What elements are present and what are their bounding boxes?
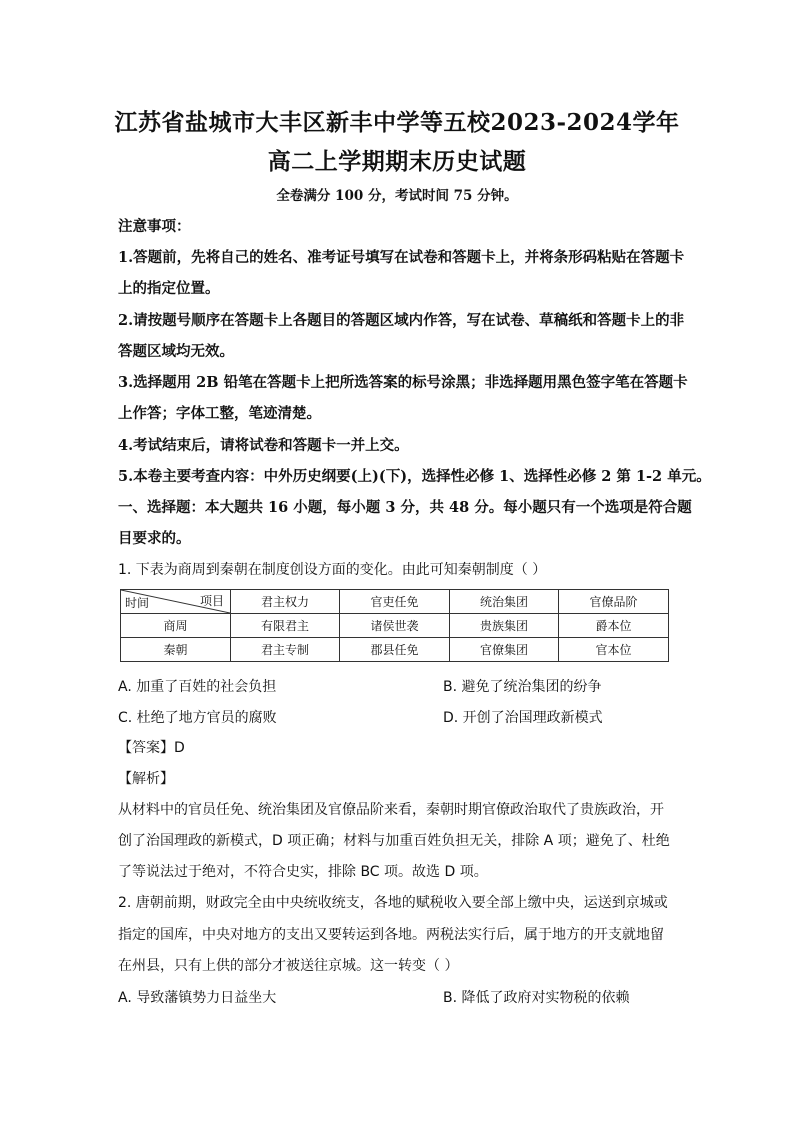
q1-option-c: C. 杜绝了地方官员的腐败 (118, 710, 277, 726)
q1-answer: 【答案】D (118, 740, 185, 756)
table-row (121, 638, 669, 662)
corner-label-period: 时间 (125, 596, 150, 610)
exam-title-line1: 江苏省盐城市大丰区新丰中学等五校2023-2024学年 (114, 109, 680, 136)
q1-analysis-line: 从材料中的官员任免、统治集团及官僚品阶来看，秦朝时期官僚政治取代了贵族政治，开 (118, 802, 664, 818)
section-heading-cont: 目要求的。 (118, 530, 191, 547)
table-cell: 官僚集团 (450, 638, 559, 662)
table-header-cell: 君主权力 (231, 590, 340, 614)
notice-line: 答题区域均无效。 (118, 343, 234, 360)
q1-analysis-line: 创了治国理政的新模式，D 项正确；材料与加重百姓负担无关，排除 A 项；避免了、杜绝 (118, 833, 670, 849)
table-cell: 有限君主 (231, 614, 340, 638)
q2-option-a: A. 导致藩镇势力日益坐大 (118, 990, 277, 1006)
table-cell: 郡县任免 (340, 638, 450, 662)
q1-analysis-line: 了等说法过于绝对，不符合史实，排除 BC 项。故选 D 项。 (118, 864, 488, 880)
table-cell: 贵族集团 (450, 614, 559, 638)
table-period-cell: 商周 (121, 614, 231, 638)
exam-subtitle: 全卷满分 100 分，考试时间 75 分钟。 (276, 188, 518, 204)
notice-line: 3.选择题用 2B 铅笔在答题卡上把所选答案的标号涂黑；非选择题用黑色签字笔在答题卡 (118, 374, 688, 391)
table-cell: 君主专制 (231, 638, 340, 662)
table-cell: 爵本位 (559, 614, 669, 638)
table-header-cell: 官吏任免 (340, 590, 450, 614)
notice-line: 上作答；字体工整，笔迹清楚。 (118, 405, 321, 422)
institution-comparison-table (120, 589, 669, 662)
notice-line: 2.请按题号顺序在答题卡上各题目的答题区域内作答，写在试卷、草稿纸和答题卡上的非 (118, 312, 685, 329)
section-heading: 一、选择题：本大题共 16 小题，每小题 3 分，共 48 分。每小题只有一个选项是符合题 (118, 499, 692, 516)
question-1-stem: 1. 下表为商周到秦朝在制度创设方面的变化。由此可知秦朝制度（ ） (118, 562, 547, 578)
table-header-cell: 官僚品阶 (559, 590, 669, 614)
table-period-cell: 秦朝 (121, 638, 231, 662)
table-header-row (121, 590, 669, 614)
table-header-cell: 统治集团 (450, 590, 559, 614)
q2-option-b: B. 降低了政府对实物税的依赖 (443, 990, 630, 1006)
table-cell: 官本位 (559, 638, 669, 662)
question-2-stem-line: 指定的国库，中央对地方的支出又要转运到各地。两税法实行后，属于地方的开支就地留 (118, 927, 664, 943)
question-2-stem-line: 2. 唐朝前期，财政完全由中央统收统支，各地的赋税收入要全部上缴中央，运送到京城或 (118, 895, 668, 911)
table-cell: 诸侯世袭 (340, 614, 450, 638)
question-2-stem-line: 在州县，只有上供的部分才被送往京城。这一转变（ ） (118, 958, 459, 974)
q1-option-a: A. 加重了百姓的社会负担 (118, 679, 277, 695)
table-row (121, 614, 669, 638)
notice-line: 上的指定位置。 (118, 280, 220, 297)
corner-label-item: 项目 (199, 594, 224, 608)
q1-analysis-heading: 【解析】 (118, 771, 174, 787)
notice-heading: 注意事项： (118, 218, 191, 235)
notice-line: 4.考试结束后，请将试卷和答题卡一并上交。 (118, 437, 409, 454)
q1-option-b: B. 避免了统治集团的纷争 (443, 679, 602, 695)
exam-title-line2: 高二上学期期末历史试题 (267, 148, 527, 175)
q1-option-d: D. 开创了治国理政新模式 (443, 710, 603, 726)
notice-line: 5.本卷主要考查内容：中外历史纲要(上)(下)，选择性必修 1、选择性必修 2 第 1-2 单元。 (118, 468, 711, 485)
table-corner-cell (121, 590, 231, 614)
notice-line: 1.答题前，先将自己的姓名、准考证号填写在试卷和答题卡上，并将条形码粘贴在答题卡 (118, 249, 685, 266)
